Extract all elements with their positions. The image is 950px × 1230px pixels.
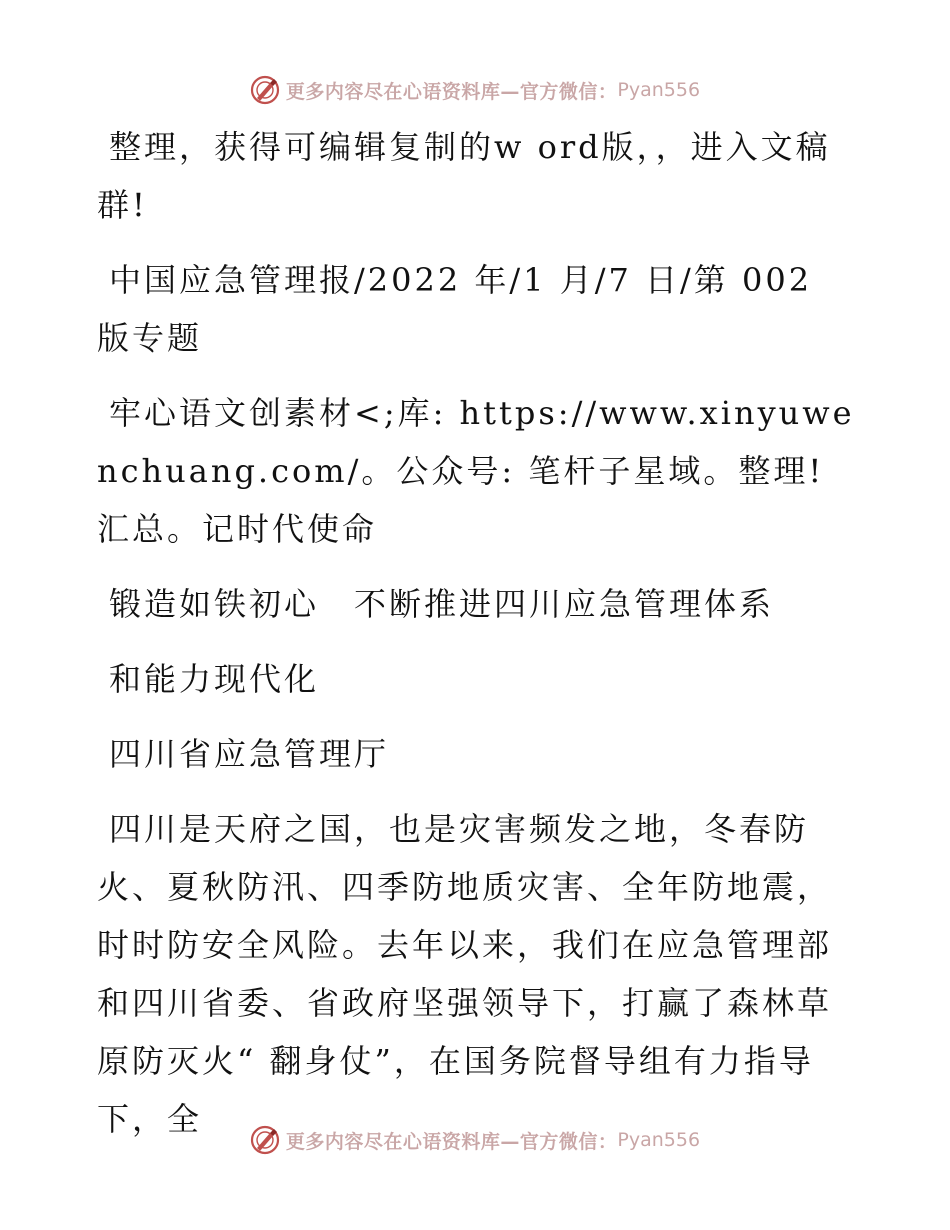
article-author: 四川省应急管理厅 [109,735,390,773]
red-pen-logo-icon [250,1125,280,1155]
paragraph-intro: 整理，获得可编辑复制的w ord版，，进入文稿群! [97,128,831,224]
paragraph-source: 中国应急管理报/2022 年/1 月/7 日/第 002 版专题 [97,261,813,357]
document-body [97,118,857,1165]
paragraph-notice: 牢心语文创素材<;库: https://www.xinyuwenchuang.com/。公众号: 笔杆子星域。整理! 汇总。记时代使命 [97,394,855,548]
footer-banner [0,1120,950,1160]
article-title-line2: 和能力现代化 [109,660,320,698]
article-title-line1: 锻造如铁初心 不断推进四川应急管理体系 [109,585,775,623]
banner-slogan: 更多内容尽在心语资料库—官方微信： [285,80,618,103]
paragraph-body: 四川是天府之国，也是灾害频发之地，冬春防火、夏秋防汛、四季防地质灾害、全年防地震，时时防安全风险。去年以来，我们在应急管理部和四川省委、省政府坚强领导下，打赢了森林草原防灭火“ 翻身仗”，在国务院督导组有力指导下，全 [97,810,833,1138]
red-pen-logo-icon [250,75,280,105]
banner-wechat-handle: Pyan556 [617,1129,701,1151]
banner-wechat-handle: Pyan556 [617,79,701,101]
header-banner [0,70,950,110]
banner-slogan: 更多内容尽在心语资料库—官方微信： [285,1130,618,1153]
